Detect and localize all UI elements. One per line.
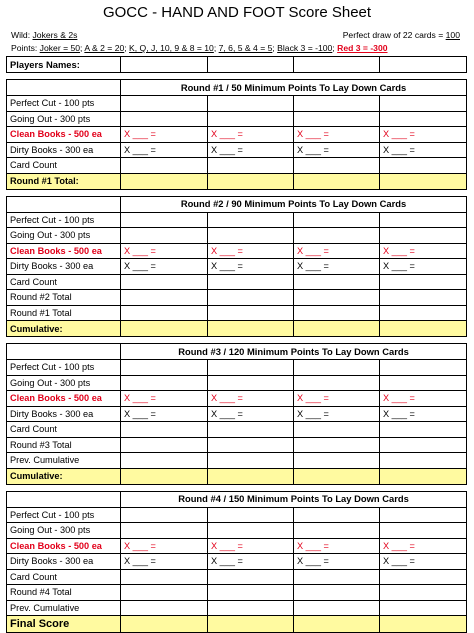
score-cell[interactable] <box>294 158 380 174</box>
score-cell[interactable]: X ___ = <box>121 127 208 143</box>
score-cell[interactable] <box>208 158 294 174</box>
total-cell[interactable] <box>294 616 380 633</box>
row-label: Players Names: <box>7 57 121 73</box>
perfect-draw-label: Perfect draw of 22 cards = <box>342 30 444 40</box>
total-cell[interactable] <box>121 173 208 189</box>
score-cell[interactable] <box>121 453 208 469</box>
score-cell[interactable]: X ___ = <box>380 243 467 259</box>
score-cell[interactable] <box>208 569 294 585</box>
score-cell[interactable] <box>294 305 380 321</box>
perfect-draw-info <box>343 30 460 41</box>
page-title: GOCC - HAND AND FOOT Score Sheet <box>102 4 372 21</box>
score-cell[interactable] <box>380 228 467 244</box>
score-cell[interactable] <box>294 360 380 376</box>
score-cell[interactable] <box>380 57 467 73</box>
score-cell[interactable] <box>294 212 380 228</box>
section-spacer <box>7 189 467 196</box>
score-cell[interactable] <box>208 57 294 73</box>
score-cell[interactable]: X ___ = <box>380 554 467 570</box>
total-cell[interactable] <box>208 321 294 337</box>
row-label: Perfect Cut - 100 pts <box>7 507 121 523</box>
round1-total-row <box>7 173 467 189</box>
score-cell[interactable] <box>121 375 208 391</box>
score-cell[interactable]: X ___ = <box>208 554 294 570</box>
score-row <box>7 212 467 228</box>
score-cell[interactable] <box>380 600 467 616</box>
total-cell[interactable] <box>121 321 208 337</box>
score-cell[interactable] <box>294 453 380 469</box>
row-label: Going Out - 300 pts <box>7 375 121 391</box>
points-k-8: K, Q, J, 10, 9 & 8 = 10 <box>129 43 214 53</box>
round2-total-row <box>7 321 467 337</box>
score-row <box>7 453 467 469</box>
row-label: Clean Books - 500 ea <box>7 391 121 407</box>
score-cell[interactable] <box>380 453 467 469</box>
row-label: Perfect Cut - 100 pts <box>7 212 121 228</box>
score-cell[interactable] <box>294 569 380 585</box>
total-cell[interactable] <box>121 616 208 633</box>
score-cell[interactable]: X ___ = <box>121 243 208 259</box>
score-cell[interactable] <box>121 57 208 73</box>
score-row <box>7 127 467 143</box>
score-cell[interactable]: X ___ = <box>294 243 380 259</box>
score-cell[interactable] <box>294 422 380 438</box>
row-label: Card Count <box>7 569 121 585</box>
row-label: Clean Books - 500 ea <box>7 127 121 143</box>
total-cell[interactable] <box>380 173 467 189</box>
score-cell[interactable] <box>294 507 380 523</box>
round4-header <box>7 491 467 507</box>
score-cell[interactable] <box>294 290 380 306</box>
score-cell[interactable] <box>121 360 208 376</box>
score-cell[interactable]: X ___ = <box>208 142 294 158</box>
score-cell[interactable] <box>294 57 380 73</box>
score-cell[interactable] <box>121 600 208 616</box>
score-cell[interactable]: X ___ = <box>380 259 467 275</box>
row-label: Round #2 Total <box>7 290 121 306</box>
score-cell[interactable] <box>380 507 467 523</box>
row-label: Going Out - 300 pts <box>7 228 121 244</box>
score-cell[interactable]: X ___ = <box>121 538 208 554</box>
total-cell[interactable] <box>380 321 467 337</box>
score-cell[interactable] <box>294 523 380 539</box>
total-cell[interactable] <box>294 173 380 189</box>
row-label: Clean Books - 500 ea <box>7 243 121 259</box>
round3-total-row <box>7 468 467 484</box>
score-cell[interactable] <box>208 360 294 376</box>
round3-title: Round #3 / 120 Minimum Points To Lay Down Cards <box>121 344 467 360</box>
points-joker: Joker = 50 <box>39 43 81 53</box>
score-cell[interactable] <box>294 274 380 290</box>
total-cell[interactable] <box>294 468 380 484</box>
score-row <box>7 158 467 174</box>
section-spacer <box>7 484 467 491</box>
score-row <box>7 259 467 275</box>
spacer-cell <box>7 337 467 344</box>
score-cell[interactable] <box>121 228 208 244</box>
round1-header <box>7 80 467 96</box>
score-row <box>7 274 467 290</box>
score-cell[interactable] <box>380 290 467 306</box>
score-cell[interactable]: X ___ = <box>380 406 467 422</box>
row-label: Card Count <box>7 158 121 174</box>
score-cell[interactable] <box>380 375 467 391</box>
score-cell[interactable]: X ___ = <box>294 554 380 570</box>
score-cell[interactable] <box>208 507 294 523</box>
score-cell[interactable] <box>208 111 294 127</box>
spacer-cell <box>7 484 467 491</box>
score-row <box>7 96 467 112</box>
score-cell[interactable]: X ___ = <box>294 127 380 143</box>
wild-cards-info <box>11 30 77 41</box>
score-cell[interactable]: X ___ = <box>208 406 294 422</box>
row-label: Perfect Cut - 100 pts <box>7 96 121 112</box>
score-row <box>7 290 467 306</box>
score-cell[interactable]: X ___ = <box>121 259 208 275</box>
score-row <box>7 600 467 616</box>
score-cell[interactable] <box>208 585 294 601</box>
score-cell[interactable] <box>121 158 208 174</box>
score-cell[interactable] <box>208 375 294 391</box>
round2-total-label: Cumulative: <box>7 321 121 337</box>
header-blank <box>7 344 121 360</box>
row-label: Perfect Cut - 100 pts <box>7 360 121 376</box>
score-row <box>7 406 467 422</box>
score-cell[interactable] <box>208 422 294 438</box>
score-cell[interactable] <box>208 212 294 228</box>
spacer-cell <box>7 73 467 80</box>
score-cell[interactable] <box>294 228 380 244</box>
score-row <box>7 437 467 453</box>
score-cell[interactable] <box>208 600 294 616</box>
round1-total-label: Round #1 Total: <box>7 173 121 189</box>
row-label: Card Count <box>7 274 121 290</box>
total-cell[interactable] <box>294 321 380 337</box>
score-cell[interactable] <box>380 360 467 376</box>
round2-title: Round #2 / 90 Minimum Points To Lay Down Cards <box>121 196 467 212</box>
score-cell[interactable] <box>294 96 380 112</box>
row-label: Dirty Books - 300 ea <box>7 554 121 570</box>
score-cell[interactable] <box>380 96 467 112</box>
score-cell[interactable] <box>208 453 294 469</box>
score-cell[interactable] <box>294 600 380 616</box>
score-row <box>7 585 467 601</box>
score-row <box>7 142 467 158</box>
perfect-draw-value: 100 <box>445 30 460 40</box>
score-cell[interactable]: X ___ = <box>208 538 294 554</box>
wild-value: Jokers & 2s <box>32 30 78 40</box>
players-names-row <box>7 57 467 73</box>
score-cell[interactable]: X ___ = <box>121 406 208 422</box>
score-cell[interactable]: X ___ = <box>208 127 294 143</box>
score-cell[interactable] <box>208 290 294 306</box>
points-label: Points: <box>11 43 38 53</box>
score-cell[interactable]: X ___ = <box>380 142 467 158</box>
score-cell[interactable] <box>208 305 294 321</box>
score-cell[interactable] <box>380 305 467 321</box>
score-cell[interactable] <box>294 111 380 127</box>
score-cell[interactable] <box>380 111 467 127</box>
header-blank <box>7 196 121 212</box>
score-cell[interactable]: X ___ = <box>380 391 467 407</box>
total-cell[interactable] <box>208 173 294 189</box>
row-label: Prev. Cumulative <box>7 453 121 469</box>
score-cell[interactable] <box>121 585 208 601</box>
section-spacer <box>7 337 467 344</box>
score-cell[interactable]: X ___ = <box>380 538 467 554</box>
row-label: Card Count <box>7 422 121 438</box>
score-cell[interactable] <box>208 437 294 453</box>
score-table <box>6 56 467 633</box>
points-info: Points: Joker = 50; A & 2 = 20; K, Q, J, 10, 9 & 8 = 10; 7, 6, 5 & 4 = 5; Black 3 = -100; Red 3 = -300 <box>11 43 388 53</box>
score-cell[interactable] <box>380 422 467 438</box>
row-label: Going Out - 300 pts <box>7 523 121 539</box>
points-ace-two: A & 2 = 20 <box>84 43 125 53</box>
round4-total-label: Final Score <box>7 616 121 633</box>
score-cell[interactable] <box>380 158 467 174</box>
score-cell[interactable]: X ___ = <box>294 142 380 158</box>
score-cell[interactable] <box>380 274 467 290</box>
score-row <box>7 422 467 438</box>
score-cell[interactable]: X ___ = <box>208 259 294 275</box>
total-cell[interactable] <box>121 468 208 484</box>
score-cell[interactable] <box>121 437 208 453</box>
score-cell[interactable] <box>121 274 208 290</box>
row-label: Dirty Books - 300 ea <box>7 142 121 158</box>
score-cell[interactable] <box>121 523 208 539</box>
score-row <box>7 305 467 321</box>
score-cell[interactable] <box>380 585 467 601</box>
total-cell[interactable] <box>208 616 294 633</box>
row-label: Round #4 Total <box>7 585 121 601</box>
score-row <box>7 360 467 376</box>
score-cell[interactable]: X ___ = <box>208 391 294 407</box>
score-row <box>7 569 467 585</box>
score-row <box>7 538 467 554</box>
score-cell[interactable] <box>121 111 208 127</box>
header-blank <box>7 491 121 507</box>
row-label: Round #3 Total <box>7 437 121 453</box>
row-label: Going Out - 300 pts <box>7 111 121 127</box>
score-cell[interactable] <box>121 507 208 523</box>
score-cell[interactable] <box>121 96 208 112</box>
score-cell[interactable] <box>208 96 294 112</box>
score-cell[interactable] <box>121 305 208 321</box>
wild-label: Wild: <box>11 30 31 40</box>
score-cell[interactable] <box>380 523 467 539</box>
score-cell[interactable]: X ___ = <box>380 127 467 143</box>
score-row <box>7 228 467 244</box>
score-cell[interactable]: X ___ = <box>294 538 380 554</box>
score-cell[interactable] <box>121 212 208 228</box>
score-cell[interactable] <box>380 569 467 585</box>
score-cell[interactable] <box>208 228 294 244</box>
score-cell[interactable] <box>121 422 208 438</box>
total-cell[interactable] <box>380 468 467 484</box>
score-cell[interactable]: X ___ = <box>294 391 380 407</box>
score-cell[interactable]: X ___ = <box>121 142 208 158</box>
score-row <box>7 391 467 407</box>
score-row <box>7 507 467 523</box>
score-cell[interactable] <box>121 290 208 306</box>
points-red3: Red 3 = -300 <box>337 43 388 53</box>
total-cell[interactable] <box>380 616 467 633</box>
round4-total-row <box>7 616 467 633</box>
score-row <box>7 554 467 570</box>
score-cell[interactable] <box>208 523 294 539</box>
score-cell[interactable]: X ___ = <box>294 406 380 422</box>
round2-header <box>7 196 467 212</box>
score-row <box>7 375 467 391</box>
round4-title: Round #4 / 150 Minimum Points To Lay Down Cards <box>121 491 467 507</box>
points-7-4: 7, 6, 5 & 4 = 5 <box>218 43 273 53</box>
score-row <box>7 523 467 539</box>
score-cell[interactable] <box>380 212 467 228</box>
score-row <box>7 111 467 127</box>
score-row <box>7 243 467 259</box>
section-spacer <box>7 73 467 80</box>
row-label: Dirty Books - 300 ea <box>7 259 121 275</box>
score-cell[interactable]: X ___ = <box>121 391 208 407</box>
points-black3: Black 3 = -100 <box>277 43 333 53</box>
row-label: Prev. Cumulative <box>7 600 121 616</box>
row-label: Dirty Books - 300 ea <box>7 406 121 422</box>
score-cell[interactable] <box>294 437 380 453</box>
round1-title: Round #1 / 50 Minimum Points To Lay Down Cards <box>121 80 467 96</box>
row-label: Round #1 Total <box>7 305 121 321</box>
score-cell[interactable] <box>294 585 380 601</box>
score-cell[interactable] <box>294 375 380 391</box>
round3-total-label: Cumulative: <box>7 468 121 484</box>
spacer-cell <box>7 189 467 196</box>
header-blank <box>7 80 121 96</box>
row-label: Clean Books - 500 ea <box>7 538 121 554</box>
score-cell[interactable] <box>380 437 467 453</box>
score-cell[interactable] <box>121 569 208 585</box>
score-cell[interactable]: X ___ = <box>208 243 294 259</box>
score-cell[interactable]: X ___ = <box>294 259 380 275</box>
round3-header <box>7 344 467 360</box>
score-cell[interactable] <box>208 274 294 290</box>
score-cell[interactable]: X ___ = <box>121 554 208 570</box>
total-cell[interactable] <box>208 468 294 484</box>
